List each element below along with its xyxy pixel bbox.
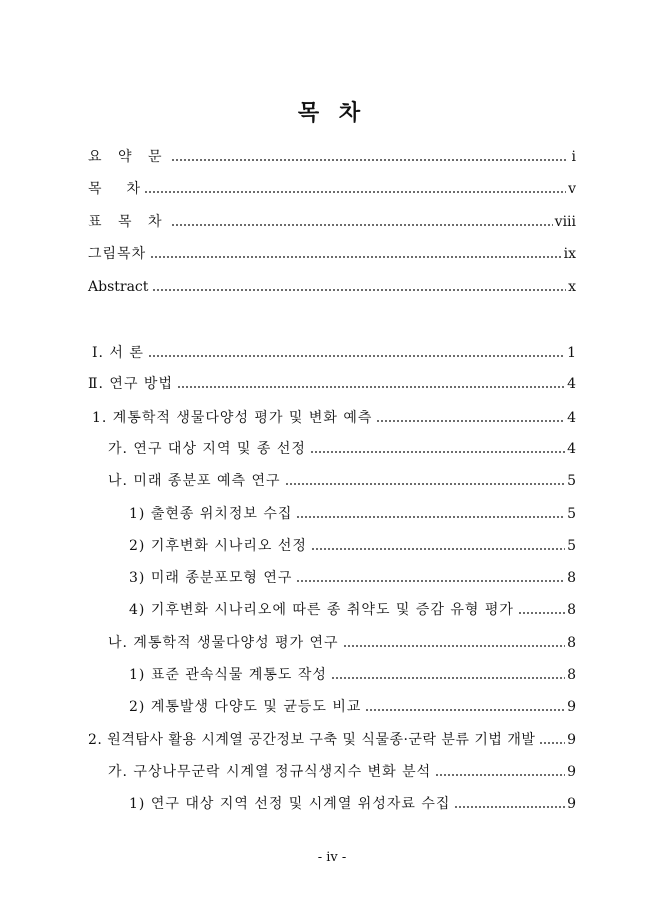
toc-page-number: 9 xyxy=(567,732,576,748)
dot-leader xyxy=(144,177,566,201)
toc-entry-item[interactable] xyxy=(129,695,576,719)
toc-entry-section-2[interactable] xyxy=(88,728,576,752)
toc-entry-item[interactable] xyxy=(129,663,576,687)
toc-entry-contents[interactable] xyxy=(88,177,576,201)
toc-entry-label: 2. 원격탐사 활용 시계열 공간정보 구축 및 식물종·군락 분류 기법 개발 xyxy=(88,732,536,748)
toc-page-number: 4 xyxy=(567,441,576,457)
toc-entry-subsection-na[interactable] xyxy=(108,469,576,493)
toc-entry-label: 가. 연구 대상 지역 및 종 선정 xyxy=(108,441,306,457)
toc-entry-label: Ⅱ. 연구 방법 xyxy=(88,376,173,392)
toc-page-number: x xyxy=(568,279,576,295)
page-title: 목 차 xyxy=(297,100,367,126)
toc-page-number: 9 xyxy=(567,699,576,715)
toc-entry-list-of-tables[interactable] xyxy=(88,210,576,234)
dot-leader xyxy=(296,566,565,590)
toc-page-number: 8 xyxy=(567,602,576,618)
dot-leader xyxy=(310,437,565,461)
toc-entry-label: 1) 출현종 위치정보 수집 xyxy=(129,506,293,522)
toc-entry-summary[interactable] xyxy=(88,145,576,169)
toc-page-number: 4 xyxy=(567,410,576,426)
toc-page-number: 8 xyxy=(567,635,576,651)
dot-leader xyxy=(343,631,565,655)
toc-page-number: 4 xyxy=(567,376,576,392)
toc-entry-label: 2) 계통발생 다양도 및 균등도 비교 xyxy=(129,699,362,715)
toc-entry-label: 가. 구상나무군락 시계열 정규식생지수 변화 분석 xyxy=(108,764,432,780)
dot-leader xyxy=(171,145,566,169)
toc-page-number: viii xyxy=(554,214,576,230)
toc-entry-item[interactable] xyxy=(129,534,576,558)
toc-entry-abstract[interactable] xyxy=(88,275,576,299)
toc-entry-label: 1) 표준 관속식물 계통도 작성 xyxy=(129,667,327,683)
dot-leader xyxy=(296,502,565,526)
toc-page-number: ix xyxy=(563,246,576,262)
dot-leader xyxy=(148,341,565,365)
toc-page-number: 5 xyxy=(567,506,576,522)
toc-entry-label: 4) 기후변화 시나리오에 따른 종 취약도 및 증감 유형 평가 xyxy=(129,602,514,618)
toc-entry-item[interactable] xyxy=(129,792,576,816)
toc-entry-label: 2) 기후변화 시나리오 선정 xyxy=(129,538,307,554)
dot-leader xyxy=(311,534,565,558)
toc-entry-label: Abstract xyxy=(88,279,149,295)
dot-leader xyxy=(454,792,565,816)
toc-page-number: 9 xyxy=(567,764,576,780)
toc-entry-label: 그림목차 xyxy=(88,246,147,262)
toc-page-number: 9 xyxy=(567,796,576,812)
toc-entry-item[interactable] xyxy=(129,598,576,622)
toc-entry-label: 나. 미래 종분포 예측 연구 xyxy=(108,473,281,489)
toc-entry-label: 1) 연구 대상 지역 선정 및 시계열 위성자료 수집 xyxy=(129,796,451,812)
dot-leader xyxy=(435,760,565,784)
dot-leader xyxy=(152,275,566,299)
toc-entry-label: 나. 계통학적 생물다양성 평가 연구 xyxy=(108,635,339,651)
dot-leader xyxy=(171,210,552,234)
dot-leader xyxy=(177,372,565,396)
toc-page-number: 8 xyxy=(567,667,576,683)
toc-entry-item[interactable] xyxy=(129,566,576,590)
dot-leader xyxy=(518,598,565,622)
dot-leader xyxy=(365,695,565,719)
toc-entry-list-of-figures[interactable] xyxy=(88,242,576,266)
toc-entry-label: Ⅰ. 서 론 xyxy=(92,345,144,361)
toc-entry-label: 표 목 차 xyxy=(88,214,168,230)
toc-entry-label: 요 약 문 xyxy=(88,149,168,165)
dot-leader xyxy=(331,663,565,687)
toc-page-number: 5 xyxy=(567,473,576,489)
toc-entry-label: 1. 계통학적 생물다양성 평가 및 변화 예측 xyxy=(92,410,373,426)
toc-entry-item[interactable] xyxy=(129,502,576,526)
toc-page-number: 1 xyxy=(567,345,576,361)
toc-page-number: v xyxy=(568,181,576,197)
toc-entry-label-part: 목 xyxy=(88,181,102,197)
toc-entry-chapter-1[interactable] xyxy=(92,341,576,365)
toc-page-number: 5 xyxy=(567,538,576,554)
toc-page-number: 8 xyxy=(567,570,576,586)
toc-entry-subsection-ga[interactable] xyxy=(108,437,576,461)
toc-entry-chapter-2[interactable] xyxy=(88,372,576,396)
toc-entry-label-part: 차 xyxy=(126,181,140,197)
toc-entry-section-1[interactable] xyxy=(92,406,576,430)
dot-leader xyxy=(376,406,565,430)
dot-leader xyxy=(150,242,562,266)
page-number-footer: - iv - xyxy=(317,850,347,865)
toc-entry-label xyxy=(88,177,140,201)
toc-entry-subsection-ga[interactable] xyxy=(108,760,576,784)
toc-page-number: i xyxy=(571,149,576,165)
toc-entry-label: 3) 미래 종분포모형 연구 xyxy=(129,570,293,586)
dot-leader xyxy=(539,728,565,752)
dot-leader xyxy=(285,469,566,493)
toc-entry-subsection-na[interactable] xyxy=(108,631,576,655)
